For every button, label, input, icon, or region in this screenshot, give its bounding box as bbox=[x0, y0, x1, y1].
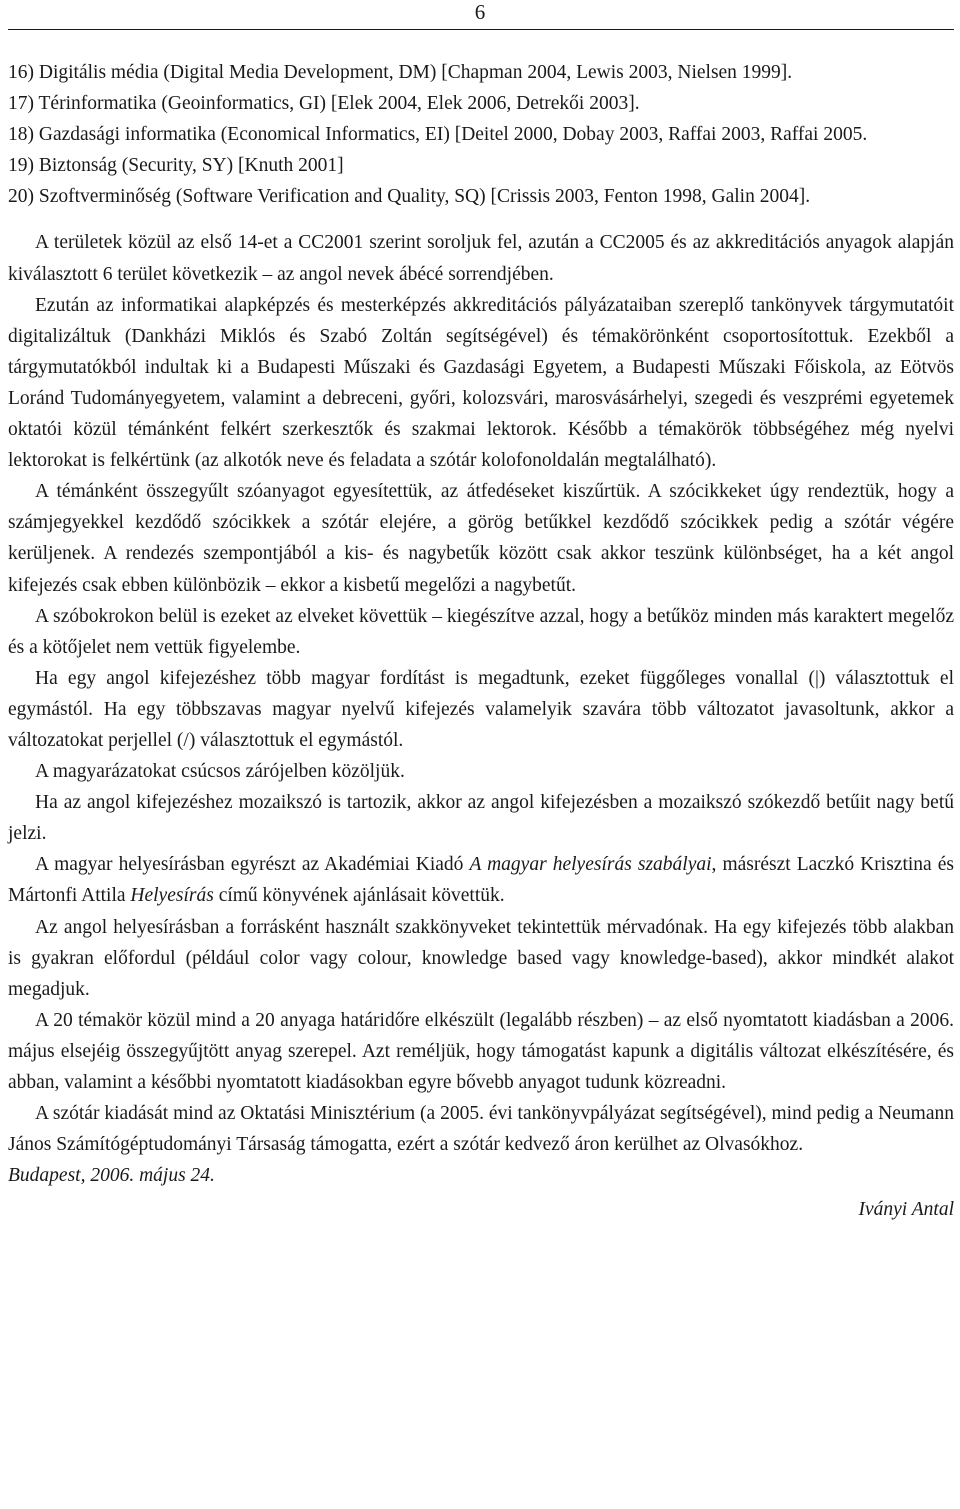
book-title: Helyesírás bbox=[130, 885, 214, 907]
signoff-author: Iványi Antal bbox=[858, 1199, 954, 1221]
paragraph: A szótár kiadását mind az Oktatási Minisztérium (a 2005. évi tankönyvpályázat segítségével), mind pedig a Neumann János Számítógéptudományi Társaság támogatta, ezért a szótár kedvező áron kerülhet az Olvasókhoz. bbox=[8, 1103, 954, 1156]
text-run: A magyar helyesírásban egyrészt az Akadémiai Kiadó bbox=[35, 854, 470, 876]
list-item-17: 17) Térinformatika (Geoinformatics, GI) [Elek 2004, Elek 2006, Detrekői 2003]. bbox=[8, 93, 640, 115]
paragraph: Ezután az informatikai alapképzés és mesterképzés akkreditációs pályázataiban szereplő tankönyvek tárgymutatóit digitalizáltuk (Dankházi Miklós és Szabó Zoltán segítségével) és témakörönként csoportosítottuk. Ezekből a tárgymutatókból indultak ki a Budapesti Műszaki és Gazdasági Egyetem, a Budapesti Műszaki Főiskola, az Eötvös Loránd Tudományegyetem, valamint a debreceni, győri, kolozsvári, marosvásárhelyi, szegedi és veszprémi egyetemek oktatói közül témánként felkért szerkesztők és szakmai lektorok. Később a témakörök többségéhez még nyelvi lektorokat is felkértünk (az alkotók neve és feladata a szótár kolofonoldalán megtalálható). bbox=[8, 294, 954, 472]
paragraph: Ha egy angol kifejezéshez több magyar fordítást is megadtunk, ezeket függőleges vonallal (|) választottuk el egymástól. Ha egy többszavas magyar nyelvű kifejezés valamelyik szavára több változatot javasoltunk, akkor a változatokat perjellel (/) választottuk el egymástól. bbox=[8, 667, 954, 751]
paragraph: A témánként összegyűlt szóanyagot egyesítettük, az átfedéseket kiszűrtük. A szócikkeket úgy rendeztük, hogy a számjegyekkel kezdődő szócikkek a szótár elejére, a görög betűkkel kezdődő szócikkek pedig a szótár végére kerüljenek. A rendezés szempontjából a kis- és nagybetűk között csak akkor teszünk különbséget, ha a két angol kifejezés csak ebben különbözik – ekkor a kisbetű megelőzi a nagybetűt. bbox=[8, 481, 954, 596]
paragraph: A területek közül az első 14-et a CC2001 szerint soroljuk fel, azután a CC2005 és az akkreditációs anyagok alapján kiválasztott 6 terület következik – az angol nevek ábécé sorrendjében. bbox=[8, 232, 954, 285]
document-body bbox=[8, 57, 954, 1225]
paragraph: Ha az angol kifejezéshez mozaikszó is tartozik, akkor az angol kifejezésben a mozaikszó szókezdő betűit nagy betű jelzi. bbox=[8, 792, 954, 845]
paragraph: Az angol helyesírásban a forrásként használt szakkönyveket tekintettük mérvadónak. Ha egy kifejezés több alakban is gyakran előfordul (például color vagy colour, knowledge based vagy knowledge-based), akkor mindkét alakot megadjuk. bbox=[8, 916, 954, 1000]
list-item-20: 20) Szoftverminőség (Software Verification and Quality, SQ) [Crissis 2003, Fenton 1998, Galin 2004]. bbox=[8, 186, 811, 208]
page-number: 6 bbox=[474, 0, 486, 24]
list-item-19: 19) Biztonság (Security, SY) [Knuth 2001] bbox=[8, 155, 344, 177]
text-run: című könyvének ajánlásait követtük. bbox=[213, 885, 505, 907]
paragraph: A 20 témakör közül mind a 20 anyaga határidőre elkészült (legalább részben) – az első nyomtatott kiadásban a 2006. május elsejéig összegyűjtött anyag szerepel. Azt reméljük, hogy támogatást kapunk a digitális változat elkészítésére, és abban, valamint a későbbi nyomtatott kiadásokban egyre bővebb anyagot tudunk közreadni. bbox=[8, 1009, 954, 1093]
paragraph: A szóbokrokon belül is ezeket az elveket követtük – kiegészítve azzal, hogy a betűköz minden más karaktert megelőz és a kötőjelet nem vettük figyelembe. bbox=[8, 605, 954, 658]
list-item-16: 16) Digitális média (Digital Media Development, DM) [Chapman 2004, Lewis 2003, Nielsen 1999]. bbox=[8, 62, 793, 83]
header-rule bbox=[8, 29, 954, 30]
book-title: A magyar helyesírás szabályai bbox=[469, 854, 712, 876]
list-item-18: 18) Gazdasági informatika (Economical Informatics, EI) [Deitel 2000, Dobay 2003, Raffai 2003, Raffai 2005. bbox=[8, 124, 868, 146]
text-run: , másrészt Laczkó Krisztina és Mártonfi Attila bbox=[8, 854, 955, 907]
paragraph: A magyarázatokat csúcsos zárójelben közöljük. bbox=[35, 761, 405, 783]
signoff-place-date: Budapest, 2006. május 24. bbox=[8, 1165, 215, 1187]
paragraph bbox=[8, 849, 954, 911]
